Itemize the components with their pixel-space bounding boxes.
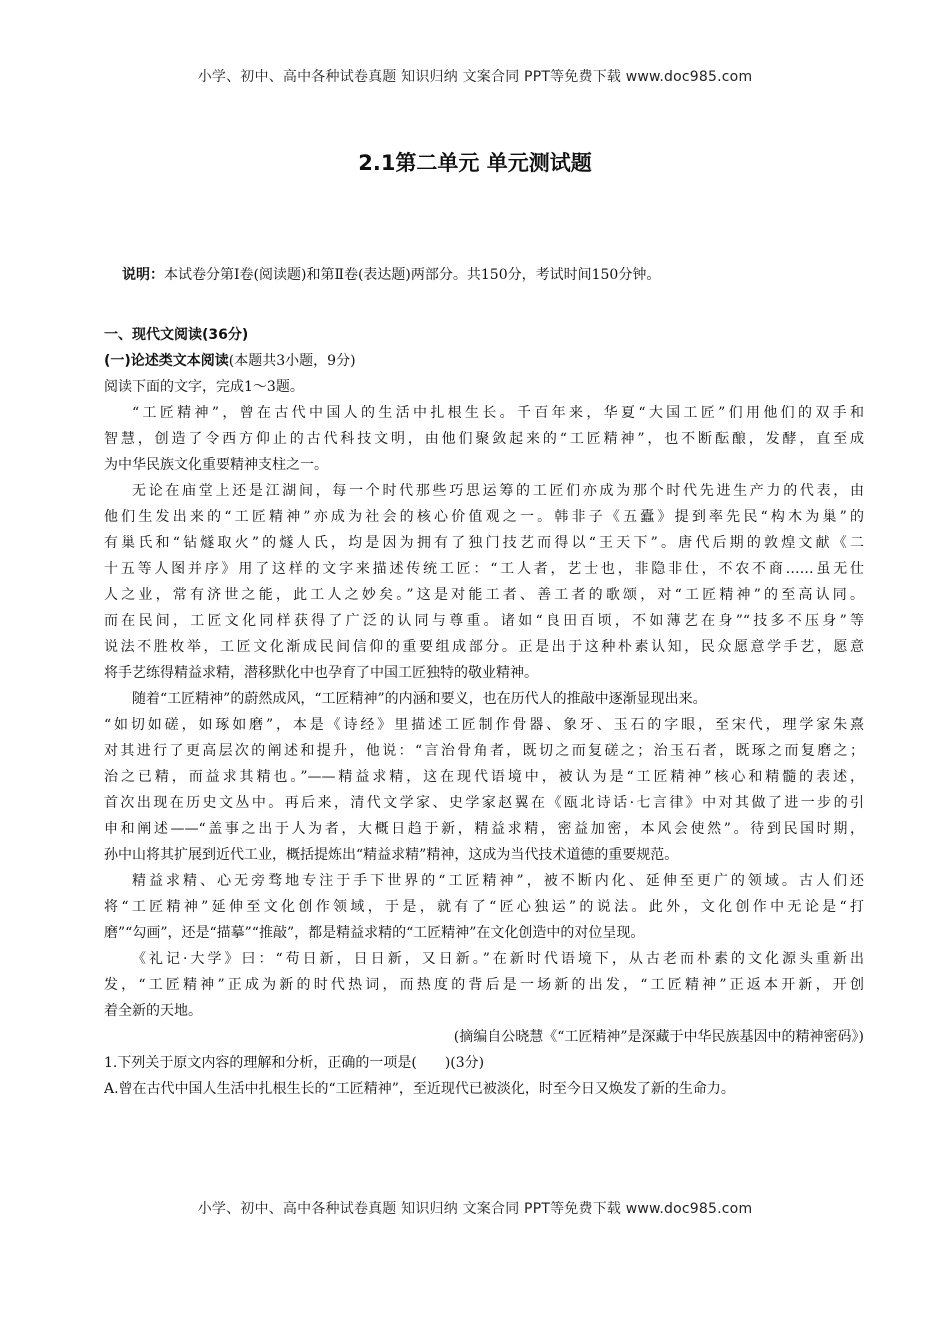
question-1-stem: 1.下列关于原文内容的理解和分析，正确的一项是( )(3分) [104,1055,485,1071]
passage-line: 着全新的天地。 [104,1003,202,1019]
passage-line: 发，“工匠精神”正成为新的时代热词，而热度的背后是一场新的出发，“工匠精神”正返本开新，开创 [104,977,864,993]
sub-section-heading [104,348,864,374]
test-instructions [122,264,660,284]
passage-line: 申和阐述——“盖事之出于人为者，大概日趋于新，精益求精，密益加密，本风会使然”。待到民国时期， [104,821,864,837]
passage-line: 孙中山将其扩展到近代工业，概括提炼出“精益求精”精神，这成为当代技术道德的重要规范。 [104,847,679,863]
page-title: 2.1第二单元 单元测试题 [358,151,592,175]
passage-source: (摘编自公晓慧《“工匠精神”是深藏于中华民族基因中的精神密码》) [453,1029,864,1045]
header-banner: 小学、初中、高中各种试卷真题 知识归纳 文案合同 PPT等免费下载 www.doc985.com [197,69,753,85]
passage-line: 他们生发出来的“工匠精神”亦成为社会的核心价值观之一。韩非子《五蠹》提到率先民“构木为巢”的 [104,509,864,525]
passage-line: 十五等人图并序》用了这样的文字来描述传统工匠：“工人者，艺士也，非隐非仕，不农不商……虽无仕 [104,561,864,577]
passage-line: “工匠精神”，曾在古代中国人的生活中扎根生长。千百年来，华夏“大国工匠”们用他们的双手和 [132,405,864,421]
section-heading: 一、现代文阅读(36分) [104,327,249,343]
passage-line: 精益求精、心无旁骛地专注于手下世界的“工匠精神”，被不断内化、延伸至更广的领域。古人们还 [132,873,864,889]
passage-paragraph-2 [104,478,864,686]
passage-line: 磨”“勾画”，还是“描摹”“推敲”，都是精益求精的“工匠精神”在文化创造中的对位呈现。 [104,925,645,941]
instructions-text: 本试卷分第Ⅰ卷(阅读题)和第Ⅱ卷(表达题)两部分。共150分，考试时间150分钟。 [164,267,661,283]
question-1-option-a: A.曾在古代中国人生活中扎根生长的“工匠精神”，至近现代已被淡化，时至今日又焕发了新的生命力。 [104,1081,735,1097]
passage-line: 为中华民族文化重要精神支柱之一。 [104,457,328,473]
passage-line: 有巢氏和“钻燧取火”的燧人氏，均是因为拥有了独门技艺而得以“王天下”。唐代后期的敦煌文献《二 [104,535,864,551]
passage-line: 人之业，常有济世之能，此工人之妙矣。”这是对能工者、善工者的歌颂，对“工匠精神”的至高认同。 [104,587,864,603]
passage-line: 说法不胜枚举，工匠文化渐成民间信仰的重要组成部分。正是出于这种朴素认知，民众愿意学手艺，愿意 [104,639,864,655]
passage-line: 《礼记·大学》曰：“苟日新，日日新，又日新。”在新时代语境下，从古老而朴素的文化源头重新出 [132,951,864,967]
passage-line: 无论在庙堂上还是江湖间，每一个时代那些巧思运筹的工匠们亦成为那个时代先进生产力的代表，由 [132,483,864,499]
passage-line: 治之已精，而益求其精也。”——精益求精，这在现代语境中，被认为是“工匠精神”核心和精髓的表述， [104,769,864,785]
passage-line: 而在民间，工匠文化同样获得了广泛的认同与尊重。诸如“良田百顷，不如薄艺在身”“技多不压身”等 [104,613,864,629]
passage-line: 首次出现在历史文丛中。再后来，清代文学家、史学家赵翼在《瓯北诗话·七言律》中对其做了进一步的引 [104,795,864,811]
sub-heading-rest: (本题共3小题，9分) [228,353,356,369]
passage-paragraph-5 [104,946,864,1024]
passage-paragraph-4 [104,868,864,946]
passage-line: 随着“工匠精神”的蔚然成风，“工匠精神”的内涵和要义，也在历代人的推敲中逐渐显现出来。 [132,691,707,707]
passage-line: 智慧，创造了令西方仰止的古代科技文明，由他们聚敛起来的“工匠精神”，也不断酝酿，发酵，直至成 [104,431,864,447]
footer-banner: 小学、初中、高中各种试卷真题 知识归纳 文案合同 PPT等免费下载 www.doc985.com [197,1201,753,1217]
sub-heading-bold: (一)论述类文本阅读 [104,353,229,369]
document-body [104,322,864,1102]
reading-instruction: 阅读下面的文字，完成1～3题。 [104,379,304,395]
passage-paragraph-3 [104,686,864,868]
passage-line: 将“工匠精神”延伸至文化创作领域，于是，就有了“匠心独运”的说法。此外，文化创作中无论是“打 [104,899,864,915]
passage-line: 对其进行了更高层次的阐述和提升，他说：“言治骨角者，既切之而复磋之；治玉石者，既琢之而复磨之； [104,743,864,759]
instructions-label: 说明： [122,267,164,283]
passage-line: 将手艺练得精益求精，潜移默化中也孕育了中国工匠独特的敬业精神。 [104,665,538,681]
passage-line: “如切如磋，如琢如磨”，本是《诗经》里描述工匠制作骨器、象牙、玉石的字眼，至宋代，理学家朱熹 [104,717,864,733]
passage-paragraph-1 [104,400,864,478]
